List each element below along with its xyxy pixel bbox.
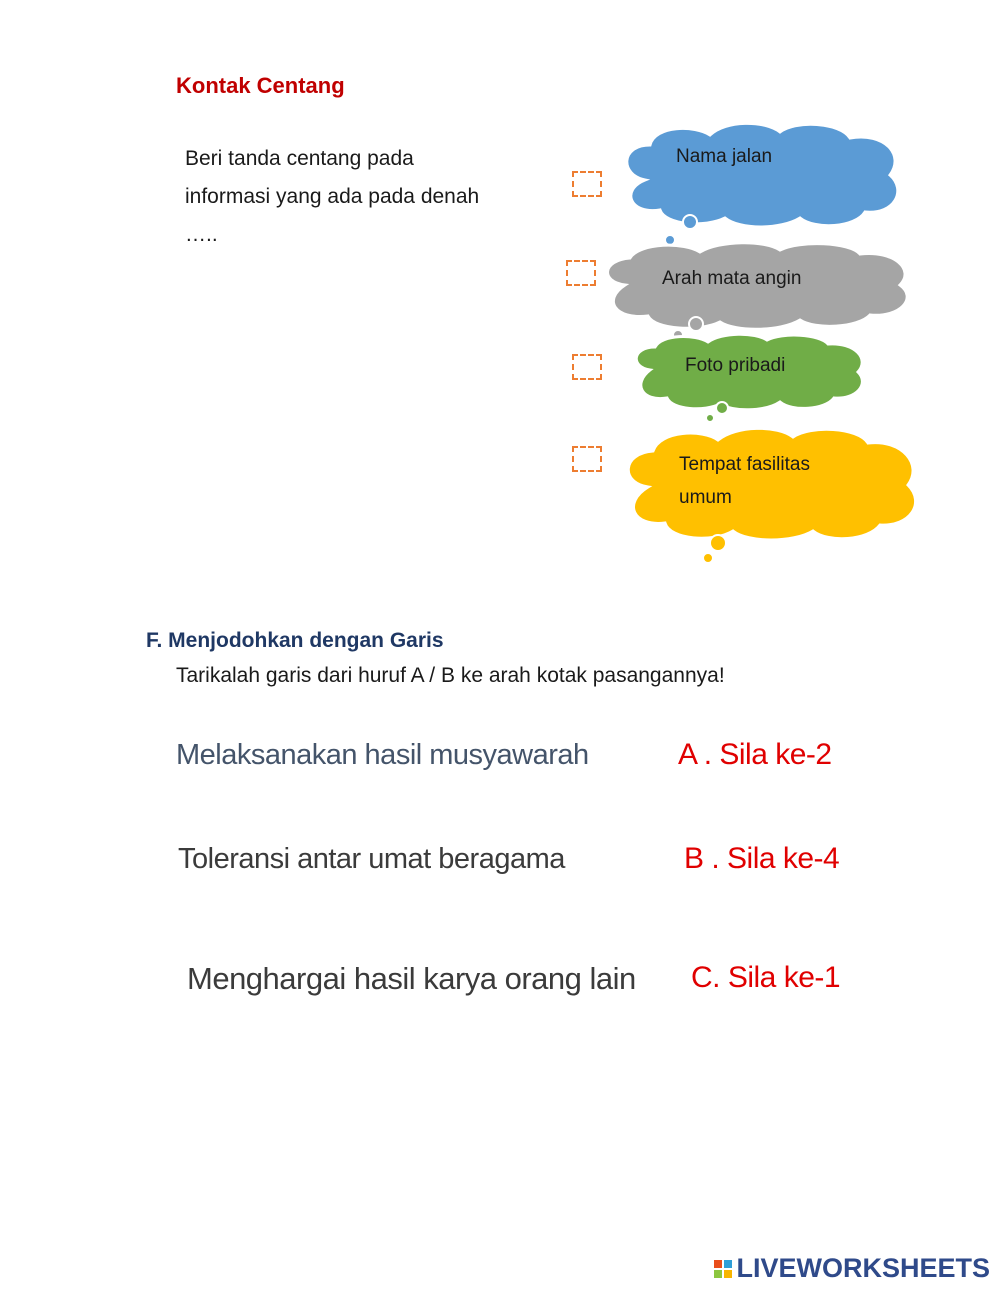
answer-c[interactable]: C. Sila ke-1 — [691, 961, 841, 994]
checkbox-tempat-fasilitas-umum[interactable] — [572, 446, 602, 472]
instruction-line-1: Beri tanda centang pada — [185, 147, 414, 170]
option-label-nama-jalan: Nama jalan — [676, 146, 773, 167]
option-label-foto-pribadi: Foto pribadi — [685, 355, 786, 376]
option-label-arah-mata-angin: Arah mata angin — [662, 268, 802, 289]
logo-icon — [714, 1260, 732, 1278]
liveworksheets-logo — [714, 1253, 990, 1284]
section-title: Kontak Centang — [176, 73, 345, 98]
option-label-line-2: umum — [679, 487, 732, 508]
checkbox-foto-pribadi[interactable] — [572, 354, 602, 380]
instruction-line-3: ….. — [185, 223, 218, 246]
checkbox-arah-mata-angin[interactable] — [566, 260, 596, 286]
instruction-line-2: informasi yang ada pada denah — [185, 185, 480, 208]
answer-b[interactable]: B . Sila ke-4 — [684, 842, 840, 875]
answer-a[interactable]: A . Sila ke-2 — [678, 738, 832, 771]
statement-2[interactable]: Toleransi antar umat beragama — [178, 843, 565, 875]
instruction-text — [185, 140, 545, 254]
statement-3[interactable]: Menghargai hasil karya orang lain — [187, 961, 636, 996]
logo-text: LIVEWORKSHEETS — [736, 1253, 990, 1283]
section-f-title: F. Menjodohkan dengan Garis — [146, 629, 444, 652]
option-label-tempat-fasilitas-umum — [679, 448, 810, 514]
statement-1[interactable]: Melaksanakan hasil musyawarah — [176, 739, 589, 771]
option-label-line-1: Tempat fasilitas — [679, 454, 810, 475]
checkbox-nama-jalan[interactable] — [572, 171, 602, 197]
section-f-subtitle: Tarikalah garis dari huruf A / B ke arah kotak pasangannya! — [176, 664, 725, 687]
